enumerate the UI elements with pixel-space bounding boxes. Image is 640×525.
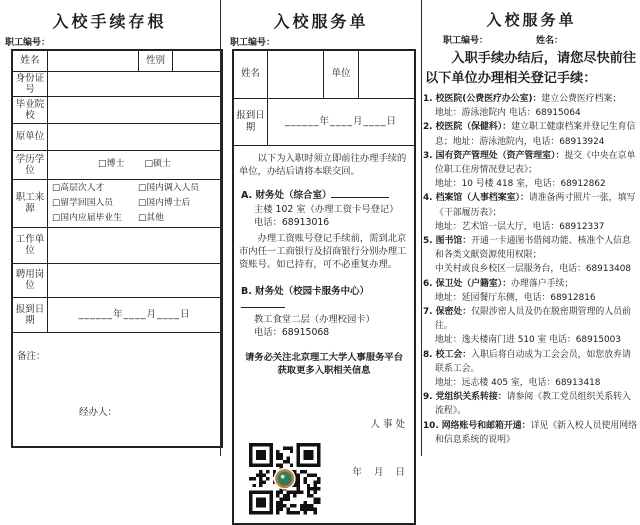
service-item-address: 地址：延园餐厅东侧，电话：68912816 [435,292,596,303]
service-item-address: 地址：逸夫楼南门进 510 室 电话：68915003 [435,335,621,346]
checklist-name-label: 姓名： [536,36,564,46]
name-label: 姓名 [233,50,268,98]
service-item-address: 地址：艺术馆一层大厅，电话：68912337 [435,221,605,232]
source-checkbox-option: □留学回国人员 [52,197,114,208]
graduate-school-label: 毕业院校 [12,96,48,123]
report-date-field: ______年____月____日 [268,98,416,145]
hr-platform-notice: 请务必关注北京理工大学人事服务平台 获取更多入职相关信息 [244,351,404,376]
section-b-heading: B. 财务处（校园卡服务中心） [241,286,409,312]
degree-label: 学历学位 [12,150,48,179]
service-list-item: 1. 校医院(公费医疗办公室)：建立公费医疗档案； 地址：游泳池院内 电话：68915064 [423,92,639,120]
gender-field [173,50,223,71]
checklist-items [423,92,639,447]
stub-panel [0,0,219,456]
report-date-field: ______年____月____日 [48,297,223,332]
signature-date: 年 月 日 [352,466,405,478]
staff-source-label: 职工来源 [12,179,48,227]
service-item-address: 地址：游泳池院内 电话：68915064 [435,108,581,119]
graduate-school-field [48,96,223,123]
original-unit-label: 原单位 [12,123,48,150]
name-field [48,50,139,71]
section-b-phone: 电话：68915068 [254,326,330,338]
section-a-room: 主楼 102 室（办理工资卡号登记） [254,203,399,215]
staff-source-field [48,179,223,227]
service-list-item: 6. 保卫处（户籍室）：办理落户手续； 地址：延园餐厅东侧，电话：68912816 [423,277,639,305]
service-list-item: 2. 校医院（保健科）：建立职工健康档案并登记生育信息；地址：游泳池院内，电话：68913924 [423,122,636,147]
instructions-cell [233,145,415,524]
stub-staff-id-label: 职工编号： [5,38,51,48]
id-number-label: 身份证号 [12,71,48,96]
service-item-address: 地址：远志楼 405 室，电话：68913418 [435,378,601,389]
handler-label: 经办人： [79,407,118,418]
work-unit-label: 工作单位 [12,227,48,263]
panel-divider-right [421,0,422,456]
source-checkbox-option: □高层次人才 [52,182,105,193]
checklist-title: 入校服务单 [486,11,577,29]
section-a-heading: A. 财务处（综合室） [241,188,409,202]
degree-checkbox-option: □博士 [97,159,125,169]
service-list-item: 4. 档案馆（人事档案室）：请准备两寸照片一张，填写《干部履历表》； 地址：艺术馆一层大厅，电话：68912337 [423,191,639,234]
source-checkbox-option: □国内应届毕业生 [52,212,122,223]
post-label: 聘用岗位 [12,263,48,297]
service-table [232,49,416,525]
name-label: 姓名 [12,50,48,71]
checklist-panel [423,0,640,456]
panel-divider-left [220,0,221,456]
qr-signature-row [239,385,409,519]
checklist-staff-id-label: 职工编号： [443,36,489,46]
report-date-label: 报到日期 [12,297,48,332]
source-checkbox-option: □其他 [138,212,164,223]
stub-table [11,49,223,448]
report-date-label: 报到日期 [233,98,268,145]
section-b-room: 教工食堂二层（办理校园卡） [254,313,375,325]
service-list-item: 9. 党组织关系转接：请参阅《教工党员组织关系转入流程》。 [423,392,631,417]
service-slip-panel [222,0,420,478]
source-checkbox-option: □国内博士后 [138,197,191,208]
service-slip-title: 入校服务单 [273,12,369,31]
fill-line [331,188,389,198]
degree-checkbox-option: □硕士 [144,159,172,169]
service-list-item: 10. 网络账号和邮箱开通：详见《新入校人员使用网络和信息系统的说明》 [423,420,638,445]
service-staff-id-label: 职工编号： [230,38,276,48]
service-list-item: 7. 保密处：仅限涉密人员及仍在脱密期管理的人员前往。 地址：逸夫楼南门进 510 室 电话：68915003 [423,305,639,348]
checklist-intro: 入职手续办结后，请您尽快前往以下单位办理相关登记手续： [425,51,637,86]
remark-cell [12,332,222,447]
remark-label: 备注： [17,350,46,362]
signature-block [352,385,405,513]
work-unit-field [48,227,223,263]
post-field [48,263,223,297]
service-list-item: 5. 图书馆：开通一卡通图书借阅功能、核准个人信息和各类文献资源使用权限； 中关村或良乡校区一层服务台，电话：68913408 [423,234,639,277]
section-a-note: 办理工资账号登记手续前，需到北京市内任一工商银行及招商银行分别办理工资账号。如已持有，可不必重复办理。 [239,232,407,270]
section-a-phone: 电话：68913016 [254,216,330,228]
name-field [268,50,324,98]
degree-field [48,150,223,179]
signature-org: 人 事 处 [370,418,405,430]
source-checkbox-option: □国内调入人员 [138,182,200,193]
original-unit-field [48,123,223,150]
service-list-item: 8. 校工会：入职后将自动成为工会会员，如您放弃请联系工会。 地址：远志楼 405 室，电话：68913418 [423,348,639,391]
fill-line [241,298,285,308]
service-item-address: 中关村或良乡校区一层服务台，电话：68913408 [435,264,632,275]
stub-title: 入校手续存根 [52,12,167,31]
unit-label: 单位 [324,50,359,98]
unit-field [359,50,416,98]
gender-label: 性别 [139,50,173,71]
id-number-field [48,71,223,96]
service-list-item: 3. 国有资产管理处（资产管理室）：提交《中央在京单位职工住房情况登记表》； 地址：10 号楼 418 室，电话：68912862 [423,149,639,192]
checklist-header [443,33,640,46]
service-item-address: 地址：10 号楼 418 室，电话：68912862 [435,179,606,190]
instructions-intro: 以下为入职时须立即前往办理手续的单位，办结后请将本联交回。 [239,152,407,177]
qr-code [249,443,320,518]
